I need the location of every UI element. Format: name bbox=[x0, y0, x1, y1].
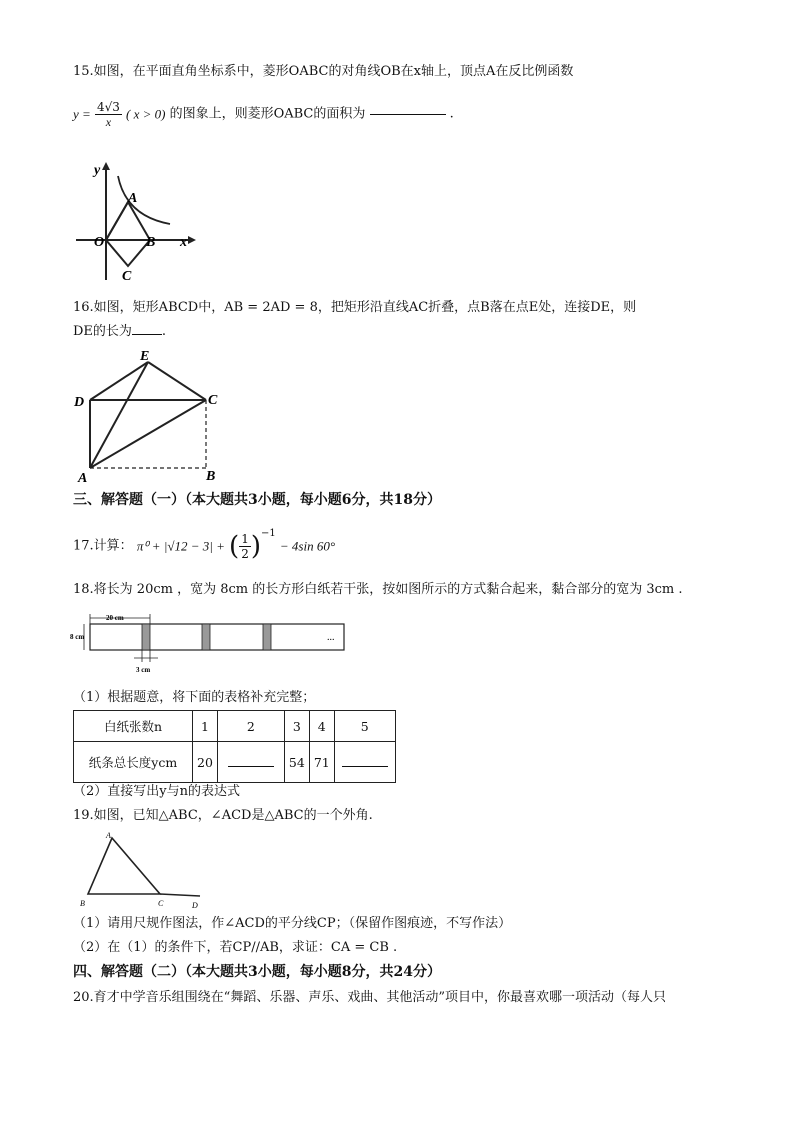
table-cell: 71 bbox=[309, 742, 334, 783]
q19-figure bbox=[72, 828, 212, 912]
table-head-n: 白纸张数n bbox=[74, 711, 193, 742]
q17-frac-num: 1 bbox=[241, 532, 249, 546]
table-cell-blank[interactable] bbox=[334, 742, 395, 783]
q18-fig-width: 20 cm bbox=[106, 614, 124, 622]
q17-line: 17.计算： π⁰ + |√12 − 3| + ( $\frac{1}{2}$ )$^{-1}$ − 4sin 60° bbox=[73, 528, 336, 562]
q16-end: . bbox=[161, 324, 167, 339]
q16-fig-C: C bbox=[208, 393, 218, 408]
q18-sub1: （1）根据题意，将下面的表格补充完整； bbox=[73, 690, 316, 705]
table-cell: 5 bbox=[334, 711, 395, 742]
q15-frac-den: x bbox=[105, 115, 112, 129]
q19-fig-A: A bbox=[106, 831, 111, 840]
table-row bbox=[74, 711, 396, 742]
table-cell-blank[interactable] bbox=[217, 742, 284, 783]
q17-expr-b: − 4sin 60° bbox=[279, 538, 336, 554]
q15-line2 bbox=[73, 100, 454, 136]
q19-fig-B: B bbox=[80, 899, 85, 908]
q15-y-eq: y = bbox=[73, 106, 91, 122]
q15-fig-y: y bbox=[94, 163, 101, 178]
table-cell: 1 bbox=[193, 711, 218, 742]
q15-frac-num: 4√3 bbox=[96, 100, 120, 114]
q17-frac-den: 2 bbox=[241, 547, 249, 561]
q15-line1: 15.如图，在平面直角坐标系中，菱形OABC的对角线OB在x轴上，顶点A在反比例函数 bbox=[73, 64, 574, 79]
table-head-y: 纸条总长度ycm bbox=[74, 742, 193, 783]
q18-fig-height: 8 cm bbox=[70, 633, 85, 641]
q19-fig-D: D bbox=[192, 901, 198, 910]
q16-fig-A: A bbox=[78, 471, 88, 486]
table-cell: 4 bbox=[309, 711, 334, 742]
q15-fig-A: A bbox=[128, 191, 138, 206]
q17-fraction bbox=[239, 532, 251, 561]
q19-fig-C: C bbox=[158, 899, 164, 908]
q15-fig-O: O bbox=[94, 235, 105, 250]
table-cell: 54 bbox=[284, 742, 309, 783]
q16-line2 bbox=[73, 324, 166, 340]
q18-fig-overlap: 3 cm bbox=[136, 666, 151, 674]
q17-label: 17.计算： bbox=[73, 538, 133, 554]
section3-heading: 三、解答题（一）（本大题共3小题，每小题6分，共18分） bbox=[73, 492, 441, 508]
q16-line1: 16.如图，矩形ABCD中，AB = 2AD = 8，把矩形沿直线AC折叠，点B落在点E处，连接DE，则 bbox=[73, 300, 637, 315]
q16-answer-blank[interactable] bbox=[132, 334, 162, 335]
q18-figure bbox=[70, 610, 350, 676]
q18-fig-dots: ... bbox=[327, 632, 335, 643]
q15-fraction bbox=[95, 100, 122, 129]
q19-line1: 19.如图，已知△ABC，∠ACD是△ABC的一个外角. bbox=[73, 808, 373, 823]
q18-line1: 18.将长为 20cm ，宽为 8cm 的长方形白纸若干张，按如图所示的方式黏合起来，黏合部分的宽为 3cm . bbox=[73, 582, 683, 597]
q15-fig-B: B bbox=[146, 235, 156, 250]
q15-end: . bbox=[449, 106, 454, 122]
q17-expr-a: π⁰ + |√12 − 3| + bbox=[136, 538, 225, 554]
q16-fig-E: E bbox=[140, 349, 150, 364]
q19-sub2: （2）在（1）的条件下，若CP//AB，求证：CA = CB . bbox=[73, 940, 398, 955]
q16-figure bbox=[72, 346, 232, 486]
q15-fig-C: C bbox=[122, 269, 132, 284]
q18-sub2: （2）直接写出y与n的表达式 bbox=[73, 784, 240, 799]
q16-fig-B: B bbox=[206, 469, 216, 484]
q18-table bbox=[73, 710, 396, 783]
table-row bbox=[74, 742, 396, 783]
table-cell: 2 bbox=[217, 711, 284, 742]
table-cell: 20 bbox=[193, 742, 218, 783]
q16-fig-D: D bbox=[74, 395, 85, 410]
q20-line1: 20.育才中学音乐组围绕在“舞蹈、乐器、声乐、戏曲、其他活动”项目中，你最喜欢哪一项活动（每人只 bbox=[73, 990, 666, 1005]
section4-heading: 四、解答题（二）（本大题共3小题，每小题8分，共24分） bbox=[73, 964, 441, 980]
q15-answer-blank[interactable] bbox=[370, 114, 446, 115]
table-cell: 3 bbox=[284, 711, 309, 742]
q15-figure bbox=[70, 156, 200, 286]
q17-exponent: −1 bbox=[261, 528, 276, 539]
q15-fig-x: x bbox=[180, 235, 187, 250]
q19-sub1: （1）请用尺规作图法，作∠ACD的平分线CP；（保留作图痕迹，不写作法） bbox=[73, 916, 512, 931]
q15-condition: ( x > 0) bbox=[126, 106, 166, 122]
q15-text2: 的图象上，则菱形OABC的面积为 bbox=[169, 106, 366, 122]
q16-text2: DE的长为 bbox=[73, 324, 132, 339]
